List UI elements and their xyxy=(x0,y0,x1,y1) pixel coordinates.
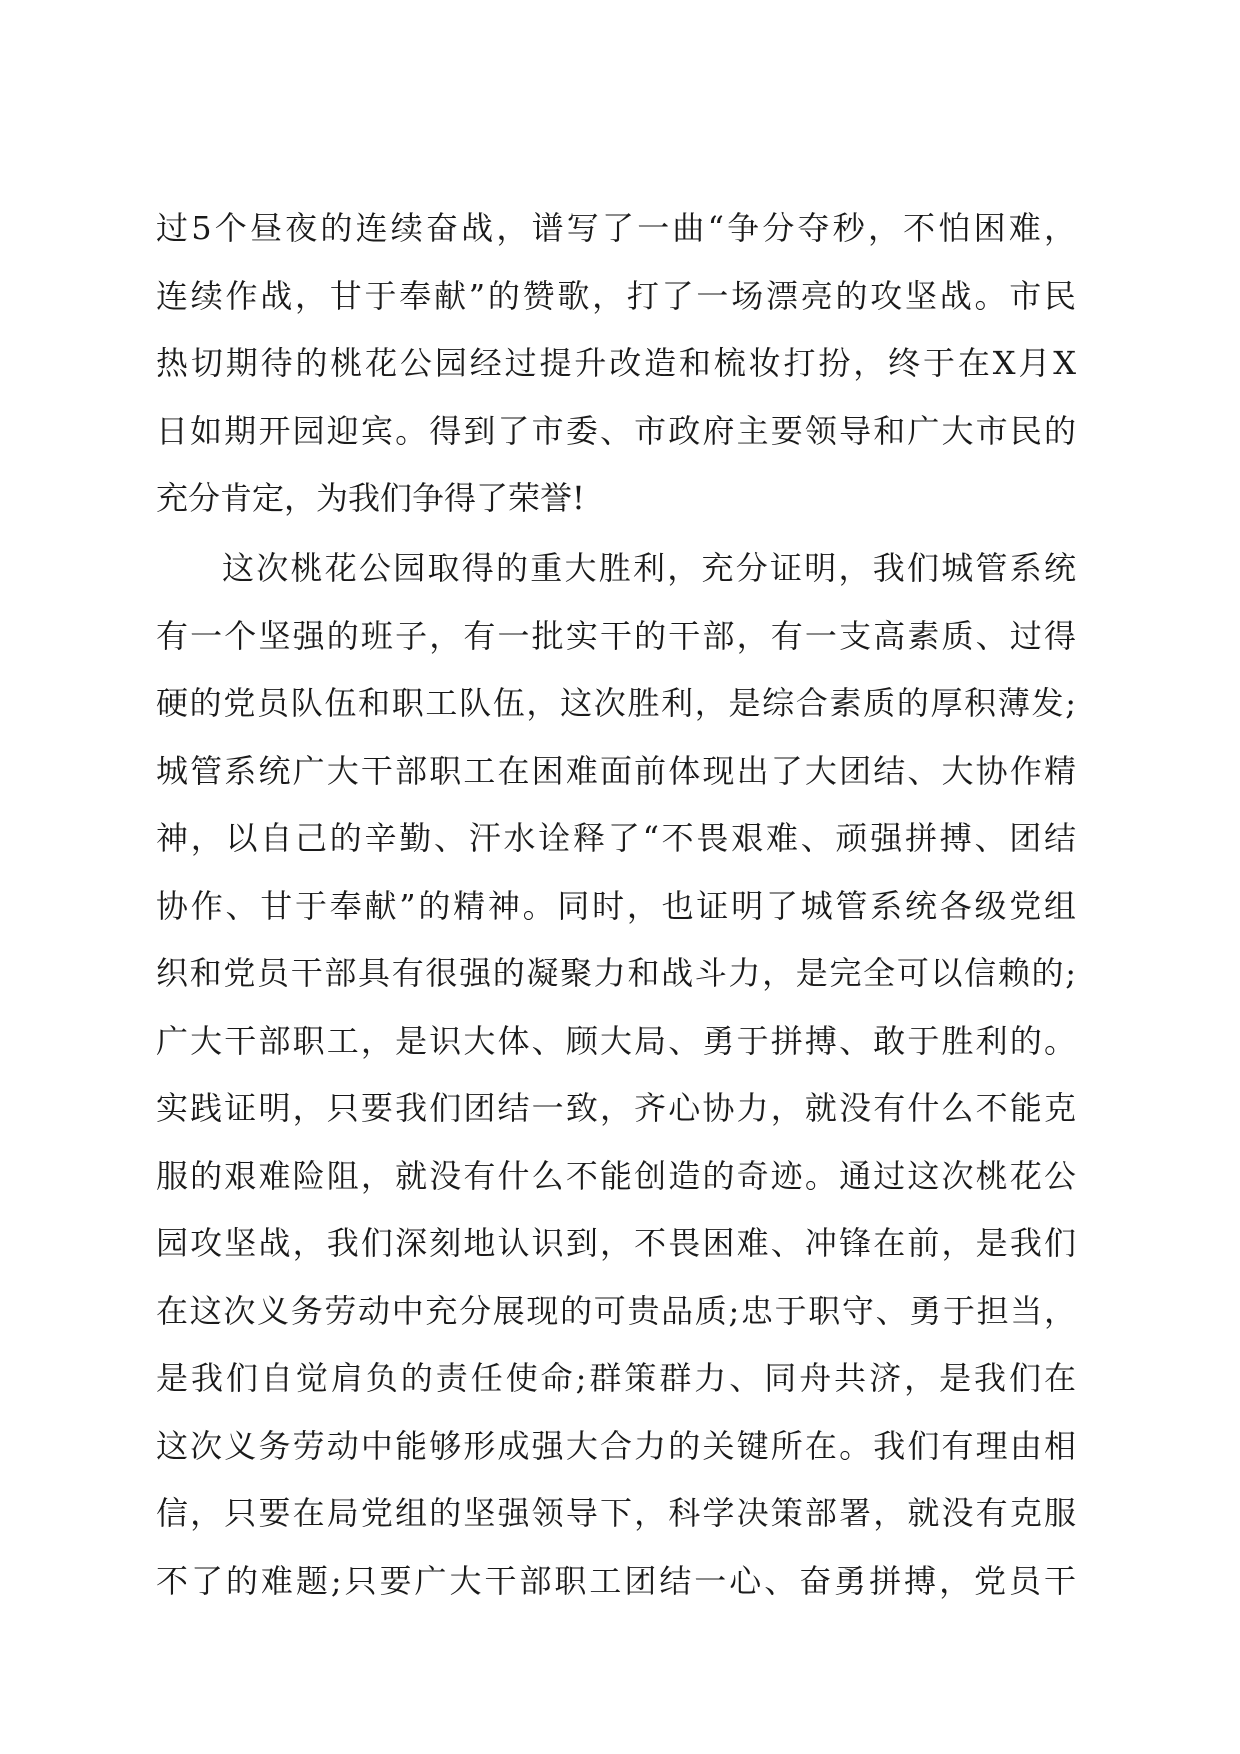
paragraph-line: 协作、甘于奉献”的精神。同时，也证明了城管系统各级党组 xyxy=(156,886,1076,925)
paragraph-line: 有一个坚强的班子，有一批实干的干部，有一支高素质、过得 xyxy=(156,616,1076,655)
paragraph-line: 园攻坚战，我们深刻地认识到，不畏困难、冲锋在前，是我们 xyxy=(156,1224,1076,1262)
paragraph-line: 连续作战，甘于奉献”的赞歌，打了一场漂亮的攻坚战。市民 xyxy=(156,276,1076,315)
paragraph-line: 日如期开园迎宾。得到了市委、市政府主要领导和广大市民的 xyxy=(156,411,1076,450)
paragraph-line: 过5个昼夜的连续奋战，谱写了一曲“争分夺秒，不怕困难， xyxy=(156,209,1076,247)
paragraph-line: 是我们自觉肩负的责任使命;群策群力、同舟共济，是我们在 xyxy=(156,1359,1076,1397)
paragraph-line: 这次桃花公园取得的重大胜利，充分证明，我们城管系统 xyxy=(222,549,1076,587)
paragraph-line: 不了的难题;只要广大干部职工团结一心、奋勇拼搏，党员干 xyxy=(156,1561,1076,1600)
paragraph-line: 硬的党员队伍和职工队伍，这次胜利，是综合素质的厚积薄发; xyxy=(156,684,1076,722)
paragraph-line: 城管系统广大干部职工在困难面前体现出了大团结、大协作精 xyxy=(156,751,1076,790)
paragraph-2 xyxy=(156,535,1076,1615)
paragraph-line: 织和党员干部具有很强的凝聚力和战斗力，是完全可以信赖的; xyxy=(156,954,1076,992)
paragraph-line: 充分肯定，为我们争得了荣誉! xyxy=(156,479,585,517)
paragraph-line: 这次义务劳动中能够形成强大合力的关键所在。我们有理由相 xyxy=(156,1426,1076,1465)
paragraph-line: 在这次义务劳动中充分展现的可贵品质;忠于职守、勇于担当， xyxy=(156,1291,1076,1330)
paragraph-line: 热切期待的桃花公园经过提升改造和梳妆打扮，终于在X月X xyxy=(156,344,1076,382)
paragraph-1 xyxy=(156,195,1076,533)
paragraph-line: 实践证明，只要我们团结一致，齐心协力，就没有什么不能克 xyxy=(156,1089,1076,1127)
paragraph-line: 广大干部职工，是识大体、顾大局、勇于拼搏、敢于胜利的。 xyxy=(156,1021,1076,1060)
paragraph-line: 信，只要在局党组的坚强领导下，科学决策部署，就没有克服 xyxy=(156,1494,1076,1532)
paragraph-line: 神，以自己的辛勤、汗水诠释了“不畏艰难、顽强拼搏、团结 xyxy=(156,819,1076,857)
paragraph-line: 服的艰难险阻，就没有什么不能创造的奇迹。通过这次桃花公 xyxy=(156,1156,1076,1195)
